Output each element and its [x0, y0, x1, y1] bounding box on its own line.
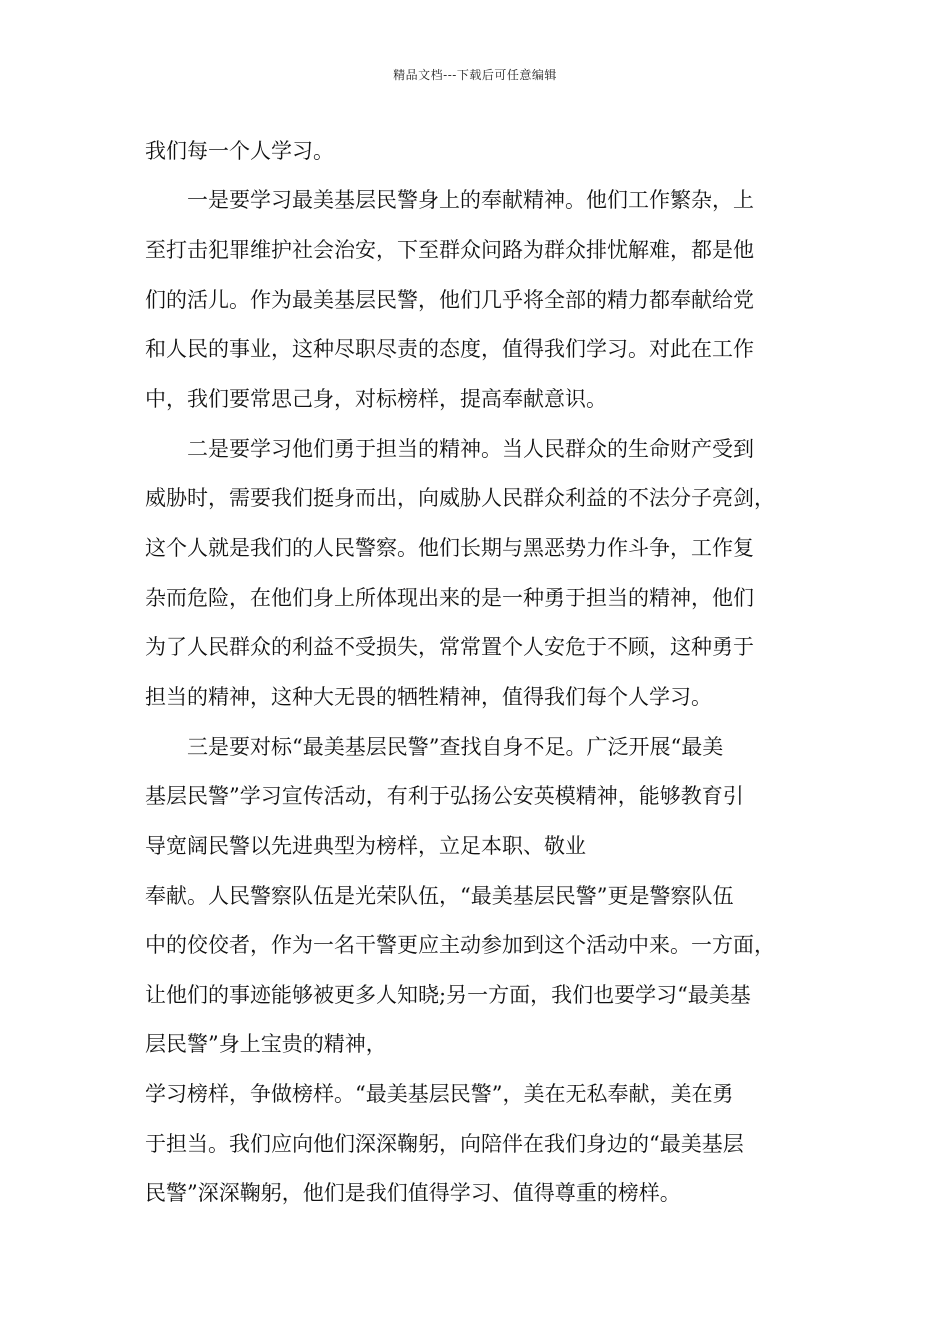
body-line: 层民警”身上宝贵的精神，: [145, 1032, 387, 1056]
body-line: 让他们的事迹能够被更多人知晓;另一方面，我们也要学习“最美基: [145, 983, 751, 1007]
body-line: 二是要学习他们勇于担当的精神。当人民群众的生命财产受到: [145, 437, 754, 461]
body-line: 三是要对标“最美基层民警”查找自身不足。广泛开展“最美: [145, 735, 724, 759]
body-line: 为了人民群众的利益不受损失，常常置个人安危于不顾，这种勇于: [145, 635, 754, 659]
body-line: 奉献。人民警察队伍是光荣队伍，“最美基层民警”更是警察队伍: [145, 884, 734, 908]
body-line: 学习榜样，争做榜样。“最美基层民警”，美在无私奉献，美在勇: [145, 1082, 734, 1106]
body-line: 民警”深深鞠躬，他们是我们值得学习、值得尊重的榜样。: [145, 1181, 681, 1205]
body-line: 于担当。我们应向他们深深鞠躬，向陪伴在我们身边的“最美基层: [145, 1132, 744, 1156]
body-line: 至打击犯罪维护社会治安，下至群众问路为群众排忧解难，都是他: [145, 238, 754, 262]
body-line: 中的佼佼者，作为一名干警更应主动参加到这个活动中来。一方面，: [145, 933, 775, 957]
body-line: 中，我们要常思己身，对标榜样，提高奉献意识。: [145, 387, 607, 411]
body-line: 一是要学习最美基层民警身上的奉献精神。他们工作繁杂，上: [145, 188, 754, 212]
body-line: 我们每一个人学习。: [145, 139, 334, 163]
body-line: 这个人就是我们的人民警察。他们长期与黑恶势力作斗争，工作复: [145, 536, 754, 560]
body-line: 和人民的事业，这种尽职尽责的态度，值得我们学习。对此在工作: [145, 337, 754, 361]
body-line: 担当的精神，这种大无畏的牺牲精神，值得我们每个人学习。: [145, 685, 712, 709]
page-header: 精品文档---下载后可任意编辑: [393, 68, 557, 82]
body-line: 基层民警”学习宣传活动，有利于弘扬公安英模精神，能够教育引: [145, 784, 744, 808]
body-line: 杂而危险，在他们身上所体现出来的是一种勇于担当的精神，他们: [145, 586, 754, 610]
body-line: 威胁时，需要我们挺身而出，向威胁人民群众利益的不法分子亮剑，: [145, 486, 775, 510]
body-line: 们的活儿。作为最美基层民警，他们几乎将全部的精力都奉献给党: [145, 288, 754, 312]
body-line: 导宽阔民警以先进典型为榜样，立足本职、敬业: [145, 834, 586, 858]
